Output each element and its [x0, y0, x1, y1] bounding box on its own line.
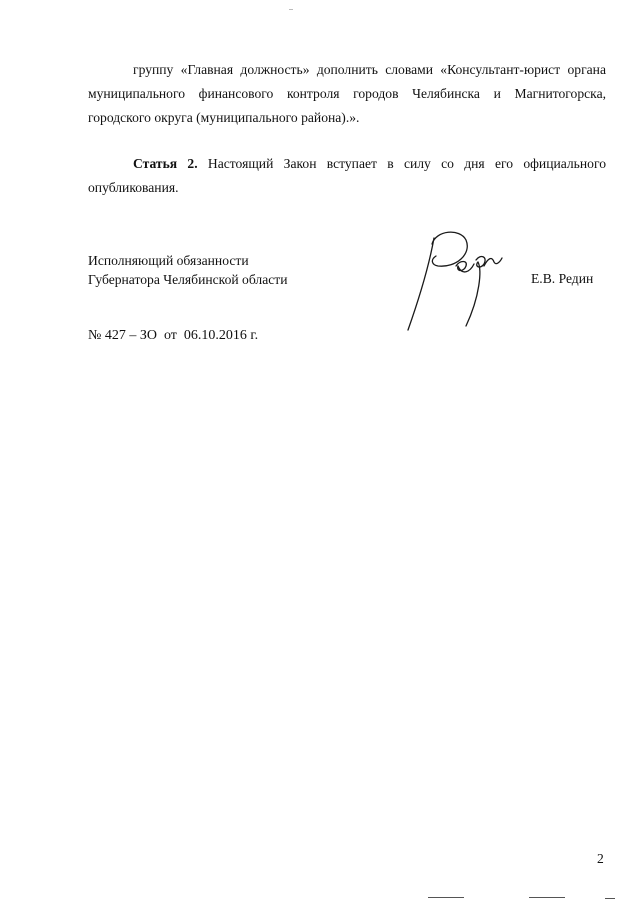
scan-artifact-line [529, 897, 565, 898]
article-label: Статья 2. [133, 156, 198, 171]
signatory-position [88, 251, 288, 289]
position-line-1: Исполняющий обязанности [88, 253, 249, 268]
amendment-paragraph [88, 58, 606, 130]
scan-artifact [289, 9, 293, 10]
scan-artifact-line [428, 897, 464, 898]
position-line-2: Губернатора Челябинской области [88, 272, 288, 287]
signatory-name: Е.В. Редин [531, 271, 594, 286]
page-number: 2 [597, 851, 604, 866]
scan-artifact-line [605, 898, 615, 899]
amendment-text: группу «Главная должность» дополнить словами «Консультант-юрист органа муниципального финансового контроля городов Челябинска и Магнитогорска, городского округа (муниципального района).». [88, 62, 606, 125]
article-text: Настоящий Закон вступает в силу со дня его официального опубликования. [88, 156, 606, 195]
document-number: № 427 – ЗО от 06.10.2016 г. [88, 328, 259, 343]
article-2-paragraph [88, 152, 606, 200]
handwritten-signature [398, 226, 523, 338]
